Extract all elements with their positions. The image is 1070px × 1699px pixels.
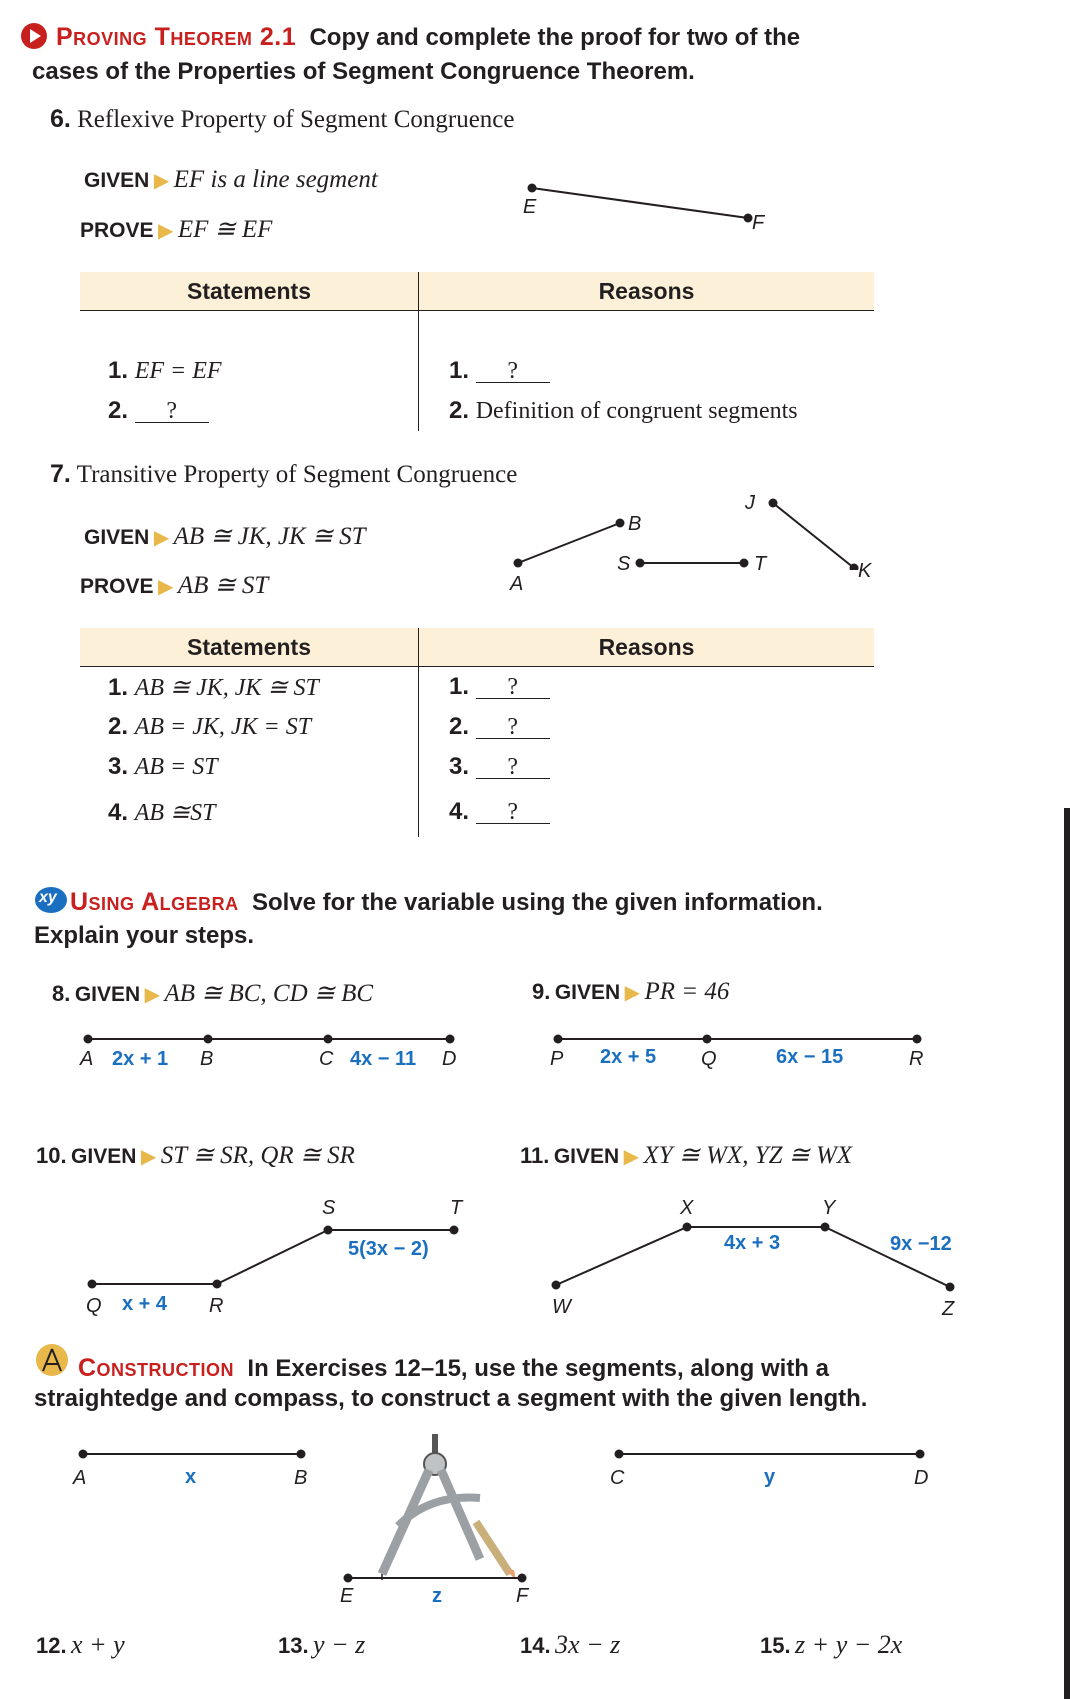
ex6-prove-text: EF ≅ EF <box>177 216 273 243</box>
row-number: 3. <box>108 753 129 780</box>
table-row <box>80 787 874 837</box>
reasons-header: Reasons <box>419 272 875 311</box>
row-number: 1. <box>449 673 470 700</box>
segment-label: x <box>185 1466 197 1488</box>
construction-instruction-line2: straightedge and compass, to construct a segment with the given length. <box>34 1385 868 1412</box>
ex7-prove-text: AB ≅ ST <box>177 572 269 599</box>
segment-cd <box>610 1445 930 1465</box>
segment-label: 4x + 3 <box>724 1232 781 1254</box>
arrow-icon: ▶ <box>140 1146 157 1168</box>
label-s: S <box>322 1197 336 1219</box>
table-row <box>80 391 874 431</box>
label-c: C <box>319 1048 334 1070</box>
segment-ab <box>75 1445 315 1465</box>
label-r: R <box>909 1048 924 1070</box>
ex8-figure <box>80 1030 460 1050</box>
label-s: S <box>617 553 631 575</box>
label-p: P <box>550 1048 564 1070</box>
segment-label: 2x + 5 <box>600 1046 657 1068</box>
segment-ef <box>340 1572 540 1586</box>
compass-icon <box>32 1343 72 1382</box>
row-number: 2. <box>449 397 470 424</box>
answer-blank[interactable]: ? <box>476 801 550 824</box>
statement-text: AB ≅ JK, JK ≅ ST <box>134 674 319 701</box>
given-label: GIVEN <box>84 526 150 549</box>
row-number: 1. <box>108 673 129 701</box>
row-number: 1. <box>108 357 129 384</box>
table-row <box>80 707 874 747</box>
answer-blank[interactable]: ? <box>476 360 550 383</box>
ex8-given-text: AB ≅ BC, CD ≅ BC <box>164 980 374 1007</box>
label-b: B <box>628 513 642 535</box>
segment-label: y <box>764 1466 776 1488</box>
algebra-instruction-line2: Explain your steps. <box>34 922 255 949</box>
statements-header: Statements <box>80 628 419 667</box>
row-number: 1. <box>449 357 470 384</box>
ex6-segment-figure <box>520 180 770 230</box>
ex7-given-text: AB ≅ JK, JK ≅ ST <box>173 523 366 550</box>
segment-label: 5(3x − 2) <box>348 1238 429 1260</box>
label-d: D <box>442 1048 457 1070</box>
label-q: Q <box>86 1295 102 1317</box>
algebra-instruction: Solve for the variable using the given information. <box>251 889 823 916</box>
ex8-given <box>52 978 373 1008</box>
table-row <box>80 747 874 787</box>
section-instruction-line2: cases of the Properties of Segment Congruence Theorem. <box>32 58 695 85</box>
arrow-icon: ▶ <box>623 1146 640 1168</box>
label-a: A <box>80 1048 94 1070</box>
ex10-given-text: ST ≅ SR, QR ≅ SR <box>160 1142 355 1169</box>
statement-text: AB ≅ST <box>134 799 216 826</box>
given-label: GIVEN <box>84 169 150 192</box>
table-row <box>80 351 874 391</box>
statement-text: EF = EF <box>134 358 222 384</box>
ex7-proof-table <box>80 628 874 837</box>
ex10-number: 10. <box>36 1143 67 1168</box>
prove-label: PROVE <box>80 219 154 242</box>
ex14-expression: 3x − z <box>555 1630 621 1659</box>
statements-header: Statements <box>80 272 419 311</box>
row-number: 2. <box>108 397 129 424</box>
segment-label: 2x + 1 <box>112 1048 169 1070</box>
label-e: E <box>523 196 537 218</box>
row-number: 4. <box>449 798 470 825</box>
arrow-icon: ▶ <box>153 527 170 549</box>
ex11-given-text: XY ≅ WX, YZ ≅ WX <box>643 1142 853 1169</box>
ex12-number: 12. <box>36 1633 67 1658</box>
ex13-number: 13. <box>278 1633 309 1658</box>
arrow-icon: ▶ <box>144 984 161 1006</box>
label-a: A <box>73 1467 87 1489</box>
label-y: Y <box>822 1197 836 1219</box>
ex8-number: 8. <box>52 981 71 1006</box>
ex7-prove <box>80 570 268 600</box>
ex6-number: 6. <box>50 105 71 133</box>
ex7-segments-figure <box>500 490 880 570</box>
ex13-expression: y − z <box>313 1630 366 1659</box>
ex7-number: 7. <box>50 460 71 488</box>
section-header <box>56 20 1056 55</box>
ex9-given <box>532 978 729 1006</box>
ex9-given-text: PR = 46 <box>644 978 730 1005</box>
construction-instruction: In Exercises 12–15, use the segments, along with a <box>247 1355 829 1382</box>
given-label: GIVEN <box>554 981 621 1004</box>
algebra-icon <box>34 885 68 920</box>
segment-label: 4x − 11 <box>350 1048 417 1070</box>
segment-label: z <box>432 1585 442 1607</box>
label-w: W <box>552 1296 571 1318</box>
ex6-title <box>50 105 515 134</box>
exercise-14 <box>520 1630 620 1660</box>
ex7-given <box>84 521 366 551</box>
ex11-given <box>520 1140 852 1170</box>
play-icon <box>20 22 48 55</box>
arrow-icon: ▶ <box>157 576 174 598</box>
label-f: F <box>752 212 765 234</box>
exercise-15 <box>760 1630 902 1660</box>
algebra-title: Using Algebra <box>70 888 239 916</box>
answer-blank[interactable]: ? <box>476 716 550 739</box>
label-q: Q <box>701 1048 717 1070</box>
label-r: R <box>209 1295 224 1317</box>
label-c: C <box>610 1467 625 1489</box>
ex6-title-text: Reflexive Property of Segment Congruence <box>77 106 515 133</box>
ex15-number: 15. <box>760 1633 791 1658</box>
construction-title: Construction <box>78 1354 235 1382</box>
label-a: A <box>510 573 524 595</box>
label-d: D <box>914 1467 929 1489</box>
ex6-proof-table <box>80 272 874 431</box>
label-t: T <box>450 1197 463 1219</box>
arrow-icon: ▶ <box>153 170 170 192</box>
answer-blank[interactable]: ? <box>476 756 550 779</box>
arrow-icon: ▶ <box>624 982 641 1004</box>
label-t: T <box>754 553 767 575</box>
reasons-header: Reasons <box>419 628 875 667</box>
statement-text: AB = JK, JK = ST <box>134 714 312 740</box>
exercise-13 <box>278 1630 365 1660</box>
row-number: 4. <box>108 798 129 826</box>
ex9-number: 9. <box>532 979 551 1004</box>
segment-label: 6x − 15 <box>776 1046 844 1068</box>
algebra-header <box>70 885 1050 920</box>
arrow-icon: ▶ <box>157 220 174 242</box>
point-e <box>528 184 537 193</box>
ex10-given <box>36 1140 355 1170</box>
answer-blank[interactable]: ? <box>476 676 550 699</box>
label-z: Z <box>942 1298 955 1320</box>
label-j: J <box>745 492 755 514</box>
ex6-given <box>84 166 378 194</box>
ex6-given-text: EF is a line segment <box>173 166 378 193</box>
label-e: E <box>340 1585 354 1607</box>
label-k: K <box>858 560 872 582</box>
row-number: 2. <box>108 713 129 740</box>
compass-illustration <box>370 1434 545 1584</box>
given-label: GIVEN <box>553 1145 620 1168</box>
label-b: B <box>200 1048 214 1070</box>
ex11-number: 11. <box>520 1143 550 1168</box>
reason-text: Definition of congruent segments <box>475 398 798 424</box>
segment-label: 9x −12 <box>890 1233 952 1255</box>
label-f: F <box>516 1585 529 1607</box>
ex7-title <box>50 460 517 489</box>
exercise-12 <box>36 1630 125 1660</box>
answer-blank[interactable]: ? <box>135 400 209 423</box>
ex6-prove <box>80 214 272 244</box>
section-title: Proving Theorem 2.1 <box>56 23 297 51</box>
ex15-expression: z + y − 2x <box>795 1630 903 1659</box>
statement-text: AB = ST <box>134 754 218 780</box>
page-edge <box>1064 808 1070 1699</box>
prove-label: PROVE <box>80 575 154 598</box>
construction-header <box>78 1351 1048 1386</box>
ex14-number: 14. <box>520 1633 551 1658</box>
given-label: GIVEN <box>74 983 141 1006</box>
section-instruction: Copy and complete the proof for two of the <box>309 24 801 51</box>
ex12-expression: x + y <box>71 1630 125 1659</box>
table-row <box>80 667 874 708</box>
label-b: B <box>294 1467 308 1489</box>
algebra-badge: xy <box>39 889 57 906</box>
label-x: X <box>680 1197 694 1219</box>
row-number: 3. <box>449 753 470 780</box>
given-label: GIVEN <box>71 1145 137 1168</box>
ex7-title-text: Transitive Property of Segment Congruence <box>76 461 518 488</box>
row-number: 2. <box>449 713 470 740</box>
segment-label: x + 4 <box>122 1293 168 1315</box>
